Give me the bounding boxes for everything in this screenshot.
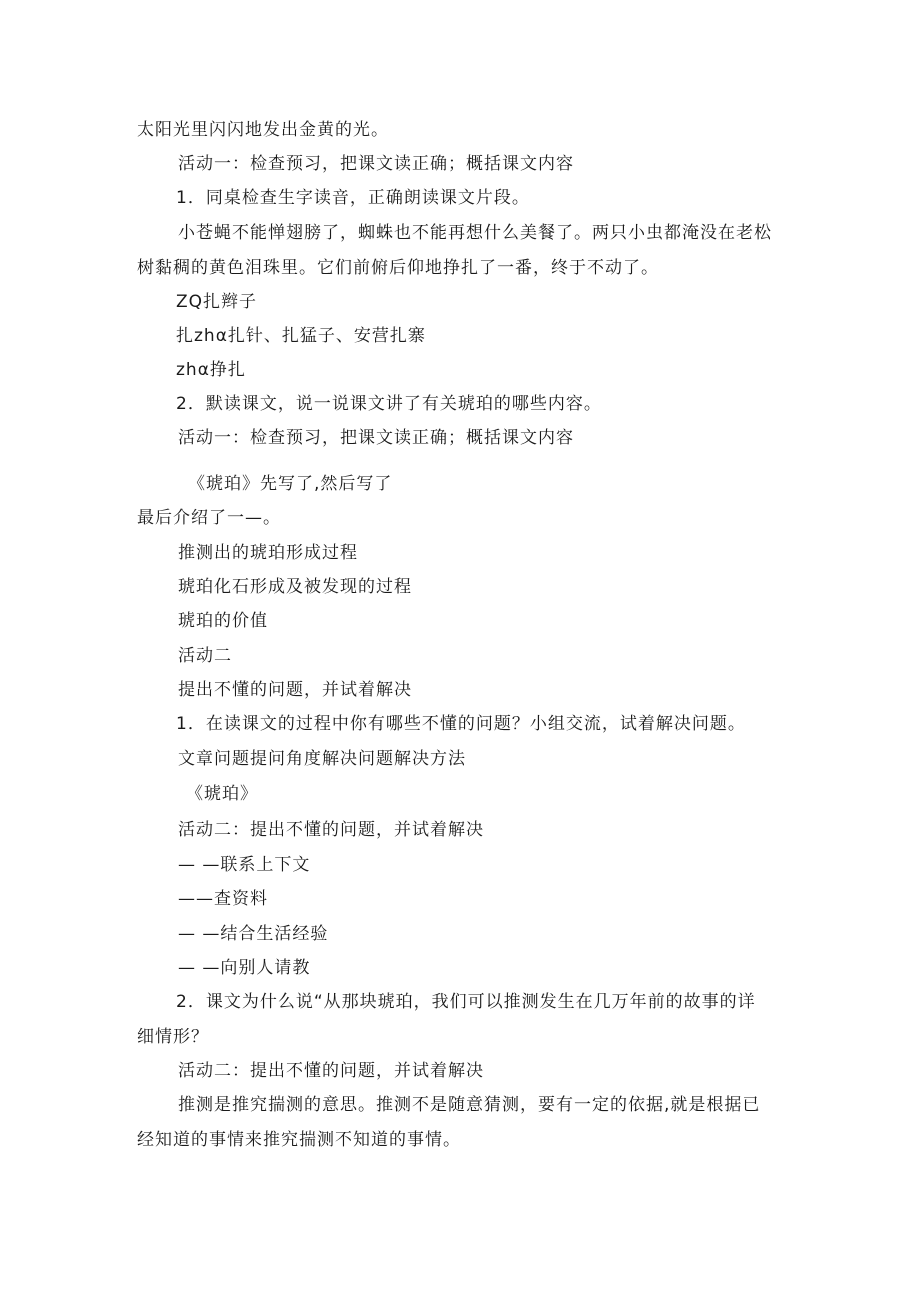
- text-line: 琥珀化石形成及被发现的过程: [178, 577, 412, 597]
- text-line: 小苍蝇不能惮翅膀了，蜘蛛也不能再想什么美餐了。两只小虫都淹没在老松: [178, 223, 772, 243]
- text-line: 提出不懂的问题，并试着解决: [178, 680, 412, 700]
- activity-heading: 活动二：提出不懂的问题，并试着解决: [178, 1061, 484, 1081]
- text-line: zhα挣扎: [176, 360, 246, 380]
- text-line: 《琥珀》先写了,然后写了: [188, 474, 393, 494]
- text-line: 细情形？: [137, 1027, 209, 1047]
- text-line: 琥珀的价值: [178, 611, 268, 631]
- numbered-item: 2．课文为什么说“从那块琥珀，我们可以推测发生在几万年前的故事的详: [176, 992, 756, 1012]
- text-line: 经知道的事情来推究揣测不知道的事情。: [137, 1130, 461, 1150]
- numbered-item: 1．同桌检查生字读音，正确朗读课文片段。: [176, 188, 530, 208]
- activity-heading: 活动一：检查预习，把课文读正确；概括课文内容: [178, 154, 574, 174]
- text-line: 推测出的琥珀形成过程: [178, 543, 358, 563]
- activity-heading: 活动二：提出不懂的问题，并试着解决: [178, 820, 484, 840]
- text-line: 树黏稠的黄色泪珠里。它们前俯后仰地挣扎了一番，终于不动了。: [137, 258, 659, 278]
- list-item: — —结合生活经验: [178, 924, 329, 944]
- text-line: 文章问题提问角度解决问题解决方法: [178, 749, 466, 769]
- text-line: ZQ扎辫子: [176, 292, 258, 312]
- list-item: — —联系上下文: [178, 855, 311, 875]
- text-line: 《琥珀》: [186, 784, 258, 804]
- list-item: ——查资料: [178, 889, 268, 909]
- numbered-item: 1．在读课文的过程中你有哪些不懂的问题？小组交流，试着解决问题。: [176, 714, 746, 734]
- list-item: — —向别人请教: [178, 958, 311, 978]
- activity-heading: 活动一：检查预习，把课文读正确；概括课文内容: [178, 428, 574, 448]
- text-line: 扎zhα扎针、扎猛子、安营扎寨: [176, 326, 426, 346]
- text-line: 太阳光里闪闪地发出金黄的光。: [137, 120, 389, 140]
- numbered-item: 2．默读课文，说一说课文讲了有关琥珀的哪些内容。: [176, 394, 602, 414]
- text-line: 最后介绍了一—。: [137, 508, 281, 528]
- text-line: 推测是推究揣测的意思。推测不是随意猜测，要有一定的依据,就是根据已: [178, 1095, 761, 1115]
- activity-heading: 活动二: [178, 646, 232, 666]
